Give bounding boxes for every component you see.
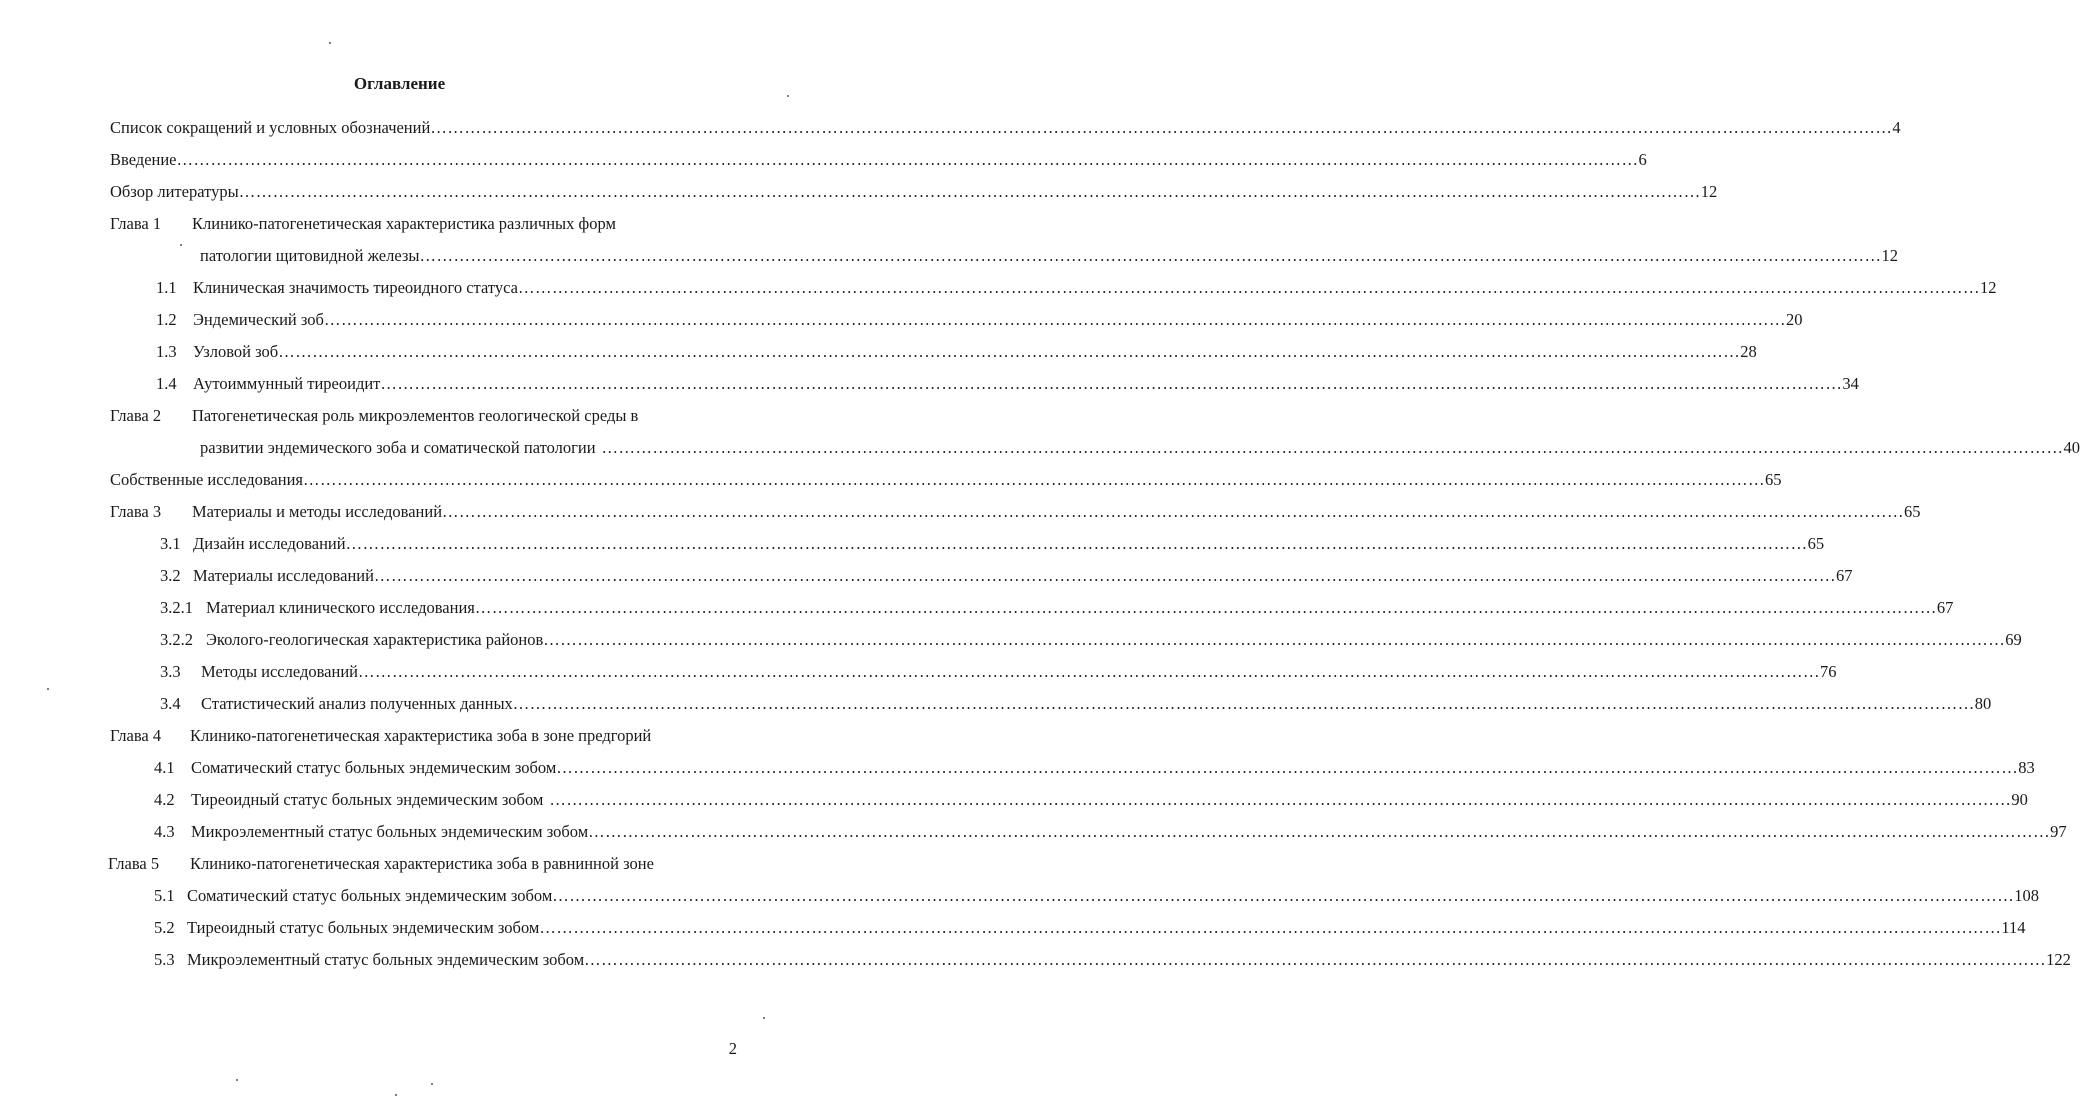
toc-entry-text: Аутоиммунный тиреоидит [193,374,381,393]
toc-entry-page: 12 [1979,278,1997,297]
toc-entry-page: 76 [1820,662,1837,681]
toc-entry-page: 69 [2005,630,2022,649]
toc-section-number: 3.2.1 [160,598,193,617]
toc-entry [156,340,1757,364]
toc-entry-text: Собственные исследования [110,470,304,489]
toc-section-number: 5.3 [154,950,175,969]
toc-entry-text: Введение [110,150,177,169]
toc-section-number: 3.3 [160,662,181,681]
toc-entry [110,500,1921,524]
toc-section-number: 4.3 [154,822,175,841]
toc-entry-page: 67 [1936,598,1954,617]
dot-leader: …………………………………………………………………………………………………………………………………………………………………………………………………………………………………… [419,246,1882,265]
dot-leader: …………………………………………………………………………………………………………………………………………………………………………………………………………………………………… [543,630,2006,649]
toc-entry-text: Тиреоидный статус больных эндемическим зобом [191,790,544,809]
toc-entry-text: Материал клинического исследования [206,598,475,617]
scan-speck [763,1017,765,1019]
dot-leader: …………………………………………………………………………………………………………………………………………………………………………………………………………………………………… [238,182,1701,201]
toc-entry-page: 108 [2014,886,2040,905]
toc-entry-text: Эколого-геологическая характеристика районов [206,630,544,649]
dot-leader: …………………………………………………………………………………………………………………………………………………………………………………………………………………………………… [358,662,1820,681]
dot-leader: …………………………………………………………………………………………………………………………………………………………………………………………………………………………………… [517,278,1980,297]
toc-entry [200,244,1898,268]
toc-entry-text: Клинико-патогенетическая характеристика зоба в зоне предгорий [190,726,652,745]
page-title: Оглавление [353,74,446,93]
toc-section-number: 3.2 [160,566,181,585]
scan-speck [236,1079,238,1081]
toc-entry-text: Тиреоидный статус больных эндемическим зобом [187,918,540,937]
toc-section-number: 4.1 [154,758,175,777]
toc-entry [154,756,2035,780]
toc-entry-text: Методы исследований [201,662,358,681]
dot-leader: …………………………………………………………………………………………………………………………………………………………………………………………………………………………………… [373,566,1836,585]
toc-entry [160,564,1853,588]
toc-entry [154,884,2040,908]
toc-entry-page: 12 [1700,182,1718,201]
toc-entry-page: 80 [1974,694,1992,713]
toc-entry-text: Обзор литературы [110,182,239,201]
toc-entry-text: Дизайн исследований [193,534,346,553]
dot-leader: …………………………………………………………………………………………………………………………………………………………………………………………………………………………………… [588,822,2051,841]
toc-section-number: 1.3 [156,342,177,361]
dot-leader: …………………………………………………………………………………………………………………………………………………………………………………………………………………………………… [380,374,1843,393]
toc-entry-text: Соматический статус больных эндемическим зобом [191,758,557,777]
toc-entry-page: 65 [1904,502,1921,521]
toc-entry-text: Клиническая значимость тиреоидного статуса [193,278,518,297]
toc-entry [154,916,2026,940]
toc-entry [110,116,1901,140]
toc-entry-text: Клинико-патогенетическая характеристика зоба в равнинной зоне [190,854,654,873]
toc-entry [110,180,1718,204]
toc-entry-text: Материалы и методы исследований [192,502,443,521]
dot-leader: …………………………………………………………………………………………………………………………………………………………………………………………………………………………………… [474,598,1937,617]
toc-chapter-label: Глава 2 [110,406,162,425]
toc-entry-page: 65 [1807,534,1825,553]
dot-leader: …………………………………………………………………………………………………………………………………………………………………………………………………………………………………… [430,118,1893,137]
toc-section-number: 4.2 [154,790,175,809]
toc-entry-page: 28 [1740,342,1757,361]
dot-leader: …………………………………………………………………………………………………………………………………………………………………………………………………………………………………… [442,502,1905,521]
scan-speck [47,688,49,690]
toc-entry-page: 97 [2050,822,2067,841]
dot-leader: …………………………………………………………………………………………………………………………………………………………………………………………………………………………………… [176,150,1639,169]
toc-entry [110,468,1782,492]
page-number: 2 [728,1039,737,1058]
toc-entry [160,692,1992,716]
scan-speck [395,1094,397,1096]
toc-entry [160,628,2022,652]
scan-speck [180,244,182,246]
dot-leader: …………………………………………………………………………………………………………………………………………………………………………………………………………………………………… [345,534,1808,553]
toc-entry-page: 122 [2046,950,2071,969]
toc-entry [154,788,2028,812]
dot-leader: …………………………………………………………………………………………………………………………………………………………………………………………………………………………………… [556,758,2019,777]
toc-entry-text: развитии эндемического зоба и соматической патологии [200,438,596,457]
dot-leader: …………………………………………………………………………………………………………………………………………………………………………………………………………………………………… [584,950,2047,969]
dot-leader: …………………………………………………………………………………………………………………………………………………………………………………………………………………………………… [303,470,1766,489]
toc-entry-page: 34 [1842,374,1859,393]
toc-entry [110,148,1647,172]
toc-entry-text: Соматический статус больных эндемическим зобом [187,886,553,905]
scan-speck [431,1083,433,1085]
toc-entry-text: Эндемический зоб [193,310,324,329]
toc-entry [156,308,1803,332]
dot-leader: …………………………………………………………………………………………………………………………………………………………………………………………………………………………………… [278,342,1741,361]
toc-entry-page: 114 [2001,918,2026,937]
toc-entry-page: 65 [1765,470,1782,489]
toc-section-number: 3.1 [160,534,181,553]
toc-entry-text: Клинико-патогенетическая характеристика различных форм [192,214,616,233]
toc-entry [160,532,1825,556]
toc-entry [156,276,1997,300]
scan-speck [787,95,789,97]
toc-section-number: 1.1 [156,278,177,297]
dot-leader: …………………………………………………………………………………………………………………………………………………………………………………………………………………………………… [601,438,2064,457]
toc-entry-text: Список сокращений и условных обозначений [110,118,431,137]
dot-leader: …………………………………………………………………………………………………………………………………………………………………………………………………………………………………… [512,694,1975,713]
toc-chapter-label: Глава 3 [110,502,162,521]
toc-chapter-label: Глава 4 [110,726,162,745]
toc-entry-text: Микроэлементный статус больных эндемическим зобом [187,950,585,969]
toc-entry-page: 40 [2063,438,2080,457]
toc-section-number: 3.4 [160,694,181,713]
toc-chapter-label: Глава 5 [108,854,160,873]
toc-entry-page: 83 [2018,758,2035,777]
toc-entry-text: Микроэлементный статус больных эндемическим зобом [191,822,589,841]
toc-entry-page: 90 [2011,790,2028,809]
toc-section-number: 5.1 [154,886,175,905]
scan-speck [329,42,331,44]
toc-section-number: 3.2.2 [160,630,193,649]
toc-entry-page: 67 [1835,566,1853,585]
toc-entry-page: 12 [1881,246,1898,265]
toc-chapter-label: Глава 1 [110,214,162,233]
toc-entry [156,372,1859,396]
toc-entry-page: 6 [1638,150,1647,169]
toc-entry [160,596,1954,620]
toc-entry-page: 20 [1785,310,1803,329]
toc-entry-text: Статистический анализ полученных данных [201,694,513,713]
toc-entry-page: 4 [1892,118,1901,137]
toc-entry-text: Узловой зоб [193,342,279,361]
toc-entry [160,660,1837,684]
toc-section-number: 5.2 [154,918,175,937]
toc-section-number: 1.4 [156,374,177,393]
toc-section-number: 1.2 [156,310,177,329]
toc-entry [154,820,2067,844]
toc-entry [154,948,2071,972]
dot-leader: …………………………………………………………………………………………………………………………………………………………………………………………………………………………………… [323,310,1786,329]
toc-entry-text: патологии щитовидной железы [200,246,420,265]
dot-leader: …………………………………………………………………………………………………………………………………………………………………………………………………………………………………… [552,886,2015,905]
toc-entry-text: Материалы исследований [193,566,374,585]
dot-leader: …………………………………………………………………………………………………………………………………………………………………………………………………………………………………… [539,918,2002,937]
dot-leader: …………………………………………………………………………………………………………………………………………………………………………………………………………………………………… [549,790,2012,809]
toc-entry-text: Патогенетическая роль микроэлементов геологической среды в [192,406,639,425]
toc-entry [200,436,2080,460]
